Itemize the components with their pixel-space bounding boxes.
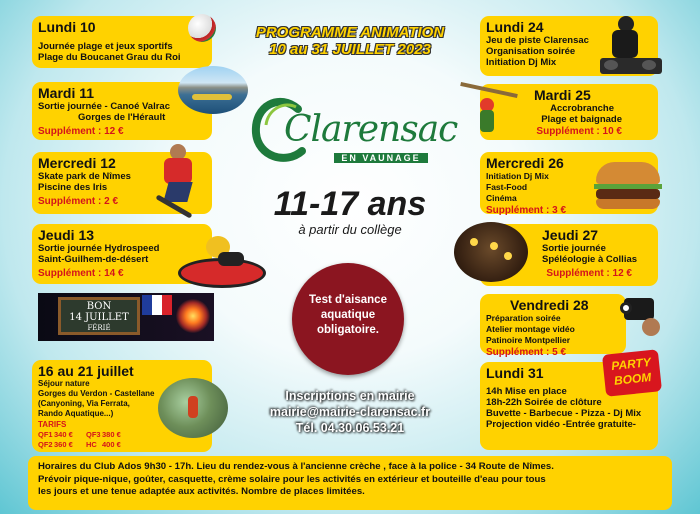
activity-line: Sortie journée Hydrospeed <box>38 243 160 254</box>
aquatic-test-badge <box>292 263 404 375</box>
activity-line: Atelier montage vidéo <box>486 324 575 334</box>
activity-line: Saint-Guilhem-de-désert <box>38 254 149 265</box>
supplement-price: Supplément : 12 € <box>546 268 632 279</box>
inscriptions-phone: Tél. 04.30.06.53.21 <box>295 421 405 435</box>
activity-line: Cinéma <box>486 193 517 203</box>
activity-line: Plage du Boucanet Grau du Roi <box>38 52 181 63</box>
skater-photo <box>152 142 220 220</box>
activity-day: Mercredi 26 <box>486 155 564 171</box>
activity-day: Jeudi 27 <box>542 227 599 243</box>
activity-line: Projection vidéo -Entrée gratuite- <box>486 419 636 430</box>
tarifs-row: QF1340 € QF3380 € <box>38 430 121 439</box>
activity-day: Lundi 31 <box>486 365 544 381</box>
activity-line: Gorges de l'Hérault <box>78 112 166 123</box>
activity-line: Rando Aquatique...) <box>38 409 114 418</box>
programme-header <box>235 24 465 58</box>
fireworks <box>176 299 210 333</box>
activity-day: Lundi 24 <box>486 19 544 35</box>
activity-line: (Canyoning, Via Ferrata, <box>38 399 130 408</box>
footer-info <box>28 456 672 510</box>
footer-line: Horaires du Club Ados 9h30 - 17h. Lieu du rendez-vous à l'ancienne crèche , face à la police - 34 Route de Nîmes. <box>38 461 554 472</box>
age-subtitle: à partir du collège <box>298 222 402 237</box>
logo-name: Clarensac <box>284 109 458 150</box>
supplement-price: Supplément : 14 € <box>38 268 124 279</box>
activity-line: Accrobranche <box>550 103 614 114</box>
supplement-price: Supplément : 5 € <box>486 347 567 358</box>
activity-day: 16 au 21 juillet <box>38 363 134 379</box>
hydrospeed-photo <box>178 232 270 290</box>
activity-day: Jeudi 13 <box>38 227 95 243</box>
tarifs-label: TARIFS <box>38 420 67 429</box>
footer-line: les jours et une tenue adaptée aux activités. Nombre de places limitées. <box>38 486 365 498</box>
activity-day: Mardi 25 <box>534 87 591 103</box>
inscriptions-block <box>262 388 438 436</box>
header-title: PROGRAMME ANIMATION <box>255 24 445 41</box>
activity-card-vendredi-28 <box>480 294 626 358</box>
activity-day: Lundi 10 <box>38 19 96 35</box>
inscriptions-title: Inscriptions en mairie <box>285 389 415 403</box>
canyoning-photo <box>158 378 228 438</box>
activity-card-lundi-10 <box>32 16 212 68</box>
activity-line: Initiation Dj Mix <box>486 171 549 181</box>
party-line: BOOM <box>613 370 652 388</box>
activity-line: Spéléologie à Collias <box>542 254 638 265</box>
header-dates: 10 au 31 JUILLET 2023 <box>269 41 431 58</box>
video-camera-photo <box>620 288 666 340</box>
supplement-price: Supplément : 12 € <box>38 126 124 137</box>
activity-line: Patinoire Montpellier <box>486 335 571 345</box>
activity-line: Sortie journée <box>542 243 606 254</box>
activity-line: Séjour nature <box>38 379 90 388</box>
age-range: 11-17 ans <box>273 185 427 223</box>
volleyball-photo <box>188 14 216 42</box>
dj-photo <box>596 14 666 82</box>
badge-line: Test d'aisance <box>309 294 387 306</box>
activity-line: Jeu de piste Clarensac <box>486 35 589 46</box>
caving-photo <box>454 222 528 282</box>
badge-line: obligatoire. <box>317 324 379 336</box>
activity-line: Organisation soirée <box>486 46 576 57</box>
activity-line: Fast-Food <box>486 182 528 192</box>
tarifs-row: QF2360 € HC 400 € <box>38 440 121 449</box>
party-boom-logo <box>602 349 662 397</box>
supplement-price: Supplément : 3 € <box>486 205 567 216</box>
supplement-price: Supplément : 2 € <box>38 196 119 207</box>
canoe-photo <box>178 66 248 114</box>
clarensac-logo <box>250 95 458 170</box>
badge-line: aquatique <box>320 309 376 321</box>
activity-line: Initiation Dj Mix <box>486 57 557 68</box>
party-line: PARTY <box>610 355 652 374</box>
activity-line: Buvette - Barbecue - Pizza - Dj Mix <box>486 408 642 419</box>
activity-line: Piscine des Iris <box>38 182 108 193</box>
logo-subtitle: EN VAUNAGE <box>334 153 428 163</box>
inscriptions-email[interactable]: mairie@mairie-clarensac.fr <box>269 405 431 419</box>
activity-line: Sortie journée - Canoé Valrac <box>38 101 170 112</box>
activity-line: 14h Mise en place <box>486 386 567 397</box>
activity-line: 18h-22h Soirée de clôture <box>486 397 602 408</box>
activity-day: Mardi 11 <box>38 85 95 101</box>
burger-photo <box>590 158 666 214</box>
activity-line: Préparation soirée <box>486 313 561 323</box>
bastille-day-photo <box>38 293 214 341</box>
footer-line: Prévoir pique-nique, goûter, casquette, crème solaire pour les activités en extérieur et bouteille d'eau pour tous <box>38 473 546 485</box>
accrobranche-photo <box>454 78 524 138</box>
activity-line: Plage et baignade <box>541 114 622 125</box>
activity-line: Gorges du Verdon - Castellane <box>38 389 155 398</box>
chalkboard: BON 14 JUILLET FÉRIÉ <box>58 297 140 335</box>
activity-line: Skate park de Nîmes <box>38 171 131 182</box>
french-flag <box>142 295 172 315</box>
activity-day: Vendredi 28 <box>510 297 589 313</box>
supplement-price: Supplément : 10 € <box>536 126 622 137</box>
activity-day: Mercredi 12 <box>38 155 116 171</box>
activity-line: Journée plage et jeux sportifs <box>38 41 173 52</box>
